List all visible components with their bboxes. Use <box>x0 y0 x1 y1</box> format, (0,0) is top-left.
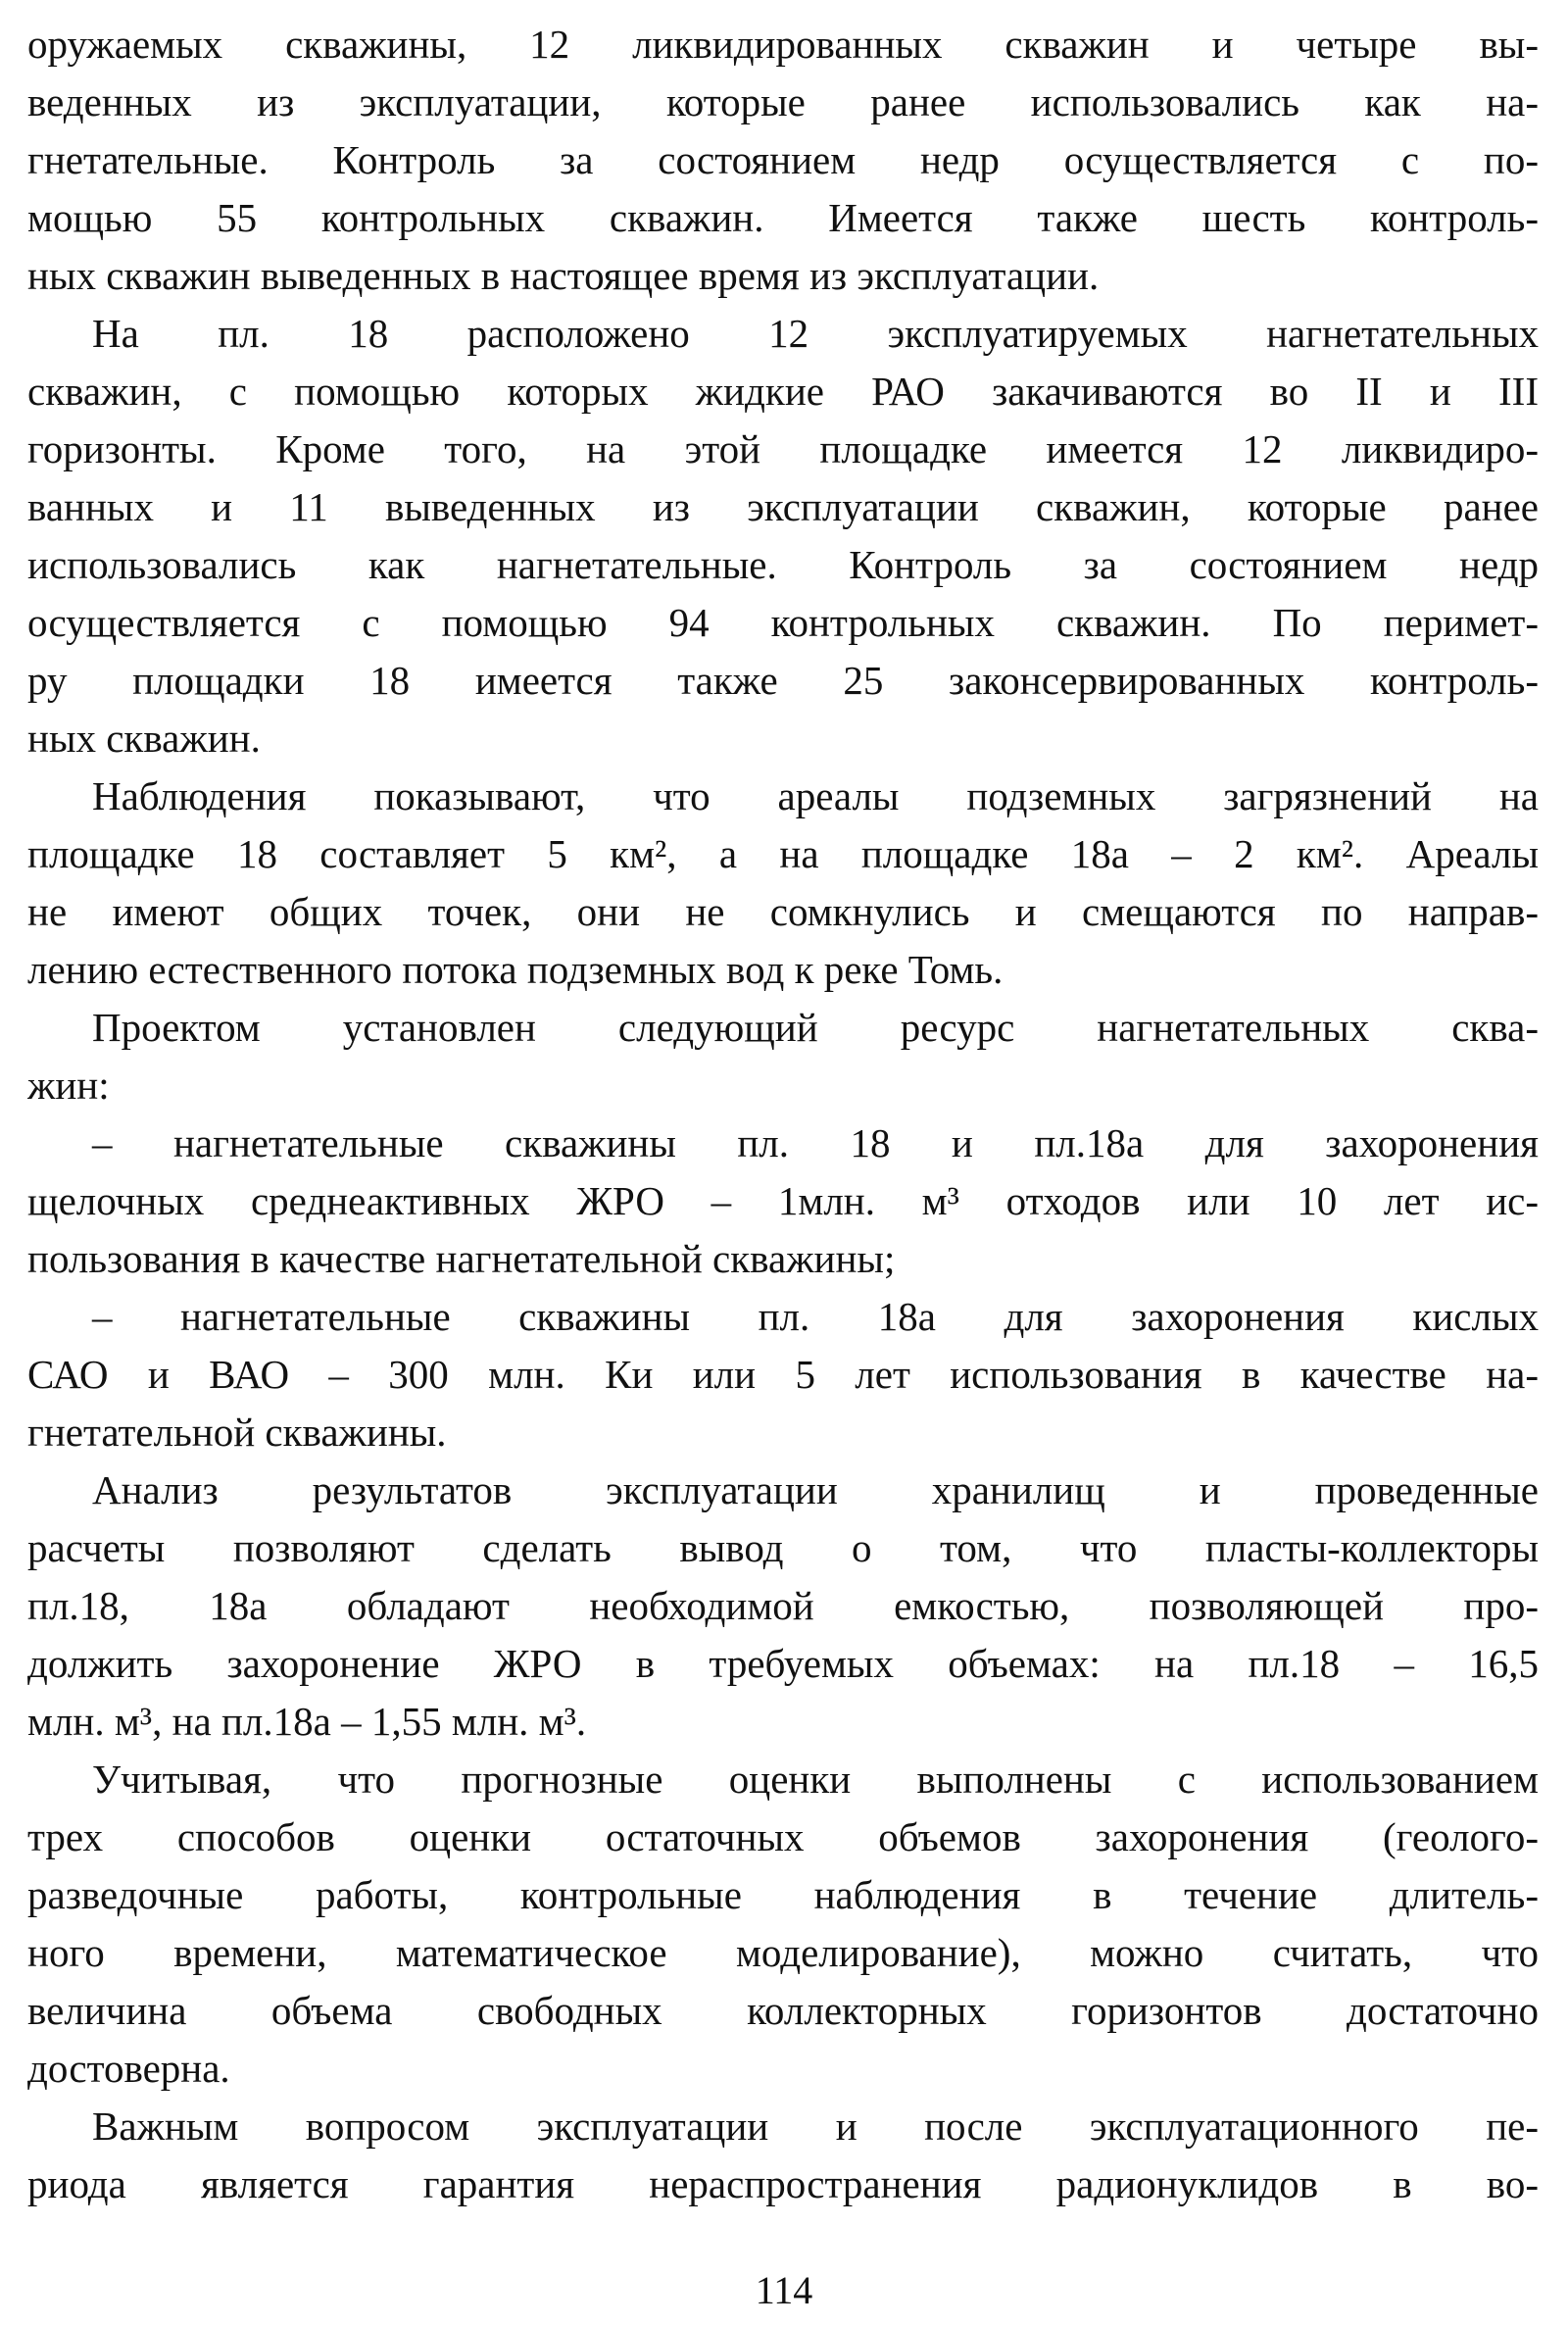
text-line: площадке 18 составляет 5 км², а на площадке 18а – 2 км². Ареалы <box>27 831 1539 876</box>
text-line: ных скважин. <box>27 716 261 761</box>
text-line: величина объема свободных коллекторных горизонтов достаточно <box>27 1988 1539 2033</box>
text-line: лению естественного потока подземных вод к реке Томь. <box>27 947 1004 992</box>
text-line: должить захоронение ЖРО в требуемых объемах: на пл.18 – 16,5 <box>27 1641 1539 1686</box>
text-line: гнетательной скважины. <box>27 1410 447 1455</box>
text-line: пл.18, 18а обладают необходимой емкостью, позволяющей про- <box>27 1583 1539 1628</box>
text-line: трех способов оценки остаточных объемов захоронения (геолого- <box>27 1814 1539 1859</box>
text-line: щелочных среднеактивных ЖРО – 1млн. м³ отходов или 10 лет ис- <box>27 1178 1539 1223</box>
page-number: 114 <box>755 2268 813 2312</box>
text-line: веденных из эксплуатации, которые ранее использовались как на- <box>27 79 1539 124</box>
text-line: не имеют общих точек, они не сомкнулись и смещаются по направ- <box>27 889 1539 934</box>
paragraph <box>27 767 1539 999</box>
text-line: разведочные работы, контрольные наблюдения в течение длитель- <box>27 1872 1539 1917</box>
paragraph <box>27 1114 1539 1288</box>
text-line: риода является гарантия нераспространения радионуклидов в во- <box>27 2161 1539 2206</box>
text-block <box>27 16 1539 2213</box>
text-line: Наблюдения показывают, что ареалы подземных загрязнений на <box>92 773 1539 818</box>
text-line: скважин, с помощью которых жидкие РАО закачиваются во II и III <box>27 369 1539 414</box>
text-line: расчеты позволяют сделать вывод о том, что пласты-коллекторы <box>27 1525 1539 1570</box>
text-line: ру площадки 18 имеется также 25 законсервированных контроль- <box>27 658 1539 703</box>
paragraph <box>27 1751 1539 2098</box>
text-line: – нагнетательные скважины пл. 18а для захоронения кислых <box>92 1294 1539 1339</box>
paragraph <box>27 999 1539 1114</box>
text-line: горизонты. Кроме того, на этой площадке имеется 12 ликвидиро- <box>27 426 1539 471</box>
text-line: Важным вопросом эксплуатации и после эксплуатационного пе- <box>92 2103 1539 2149</box>
text-line: мощью 55 контрольных скважин. Имеется также шесть контроль- <box>27 195 1539 240</box>
text-line: гнетательные. Контроль за состоянием недр осуществляется с по- <box>27 137 1539 182</box>
text-line: ванных и 11 выведенных из эксплуатации скважин, которые ранее <box>27 484 1539 529</box>
text-line: пользования в качестве нагнетательной скважины; <box>27 1236 896 1281</box>
text-line: – нагнетательные скважины пл. 18 и пл.18а для захоронения <box>92 1120 1539 1165</box>
text-line: Анализ результатов эксплуатации хранилищ и проведенные <box>92 1467 1539 1512</box>
text-line: достоверна. <box>27 2046 230 2091</box>
text-line: На пл. 18 расположено 12 эксплуатируемых нагнетательных <box>92 311 1539 356</box>
text-line: осуществляется с помощью 94 контрольных скважин. По перимет- <box>27 600 1539 645</box>
paragraph <box>27 2098 1539 2213</box>
text-line: использовались как нагнетательные. Контроль за состоянием недр <box>27 542 1539 587</box>
text-line: ных скважин выведенных в настоящее время из эксплуатации. <box>27 253 1100 298</box>
paragraph <box>27 305 1539 767</box>
text-line: Проектом установлен следующий ресурс нагнетательных сква- <box>92 1005 1539 1050</box>
paragraph <box>27 1288 1539 1461</box>
paragraph <box>27 1461 1539 1751</box>
text-line: Учитывая, что прогнозные оценки выполнены с использованием <box>92 1757 1539 1802</box>
paragraph <box>27 16 1539 305</box>
text-line: жин: <box>27 1063 110 1108</box>
text-line: ного времени, математическое моделирование), можно считать, что <box>27 1930 1539 1975</box>
text-line: оружаемых скважины, 12 ликвидированных скважин и четыре вы- <box>27 22 1539 67</box>
text-line: САО и ВАО – 300 млн. Ки или 5 лет использования в качестве на- <box>27 1352 1539 1397</box>
text-line: млн. м³, на пл.18а – 1,55 млн. м³. <box>27 1699 587 1744</box>
